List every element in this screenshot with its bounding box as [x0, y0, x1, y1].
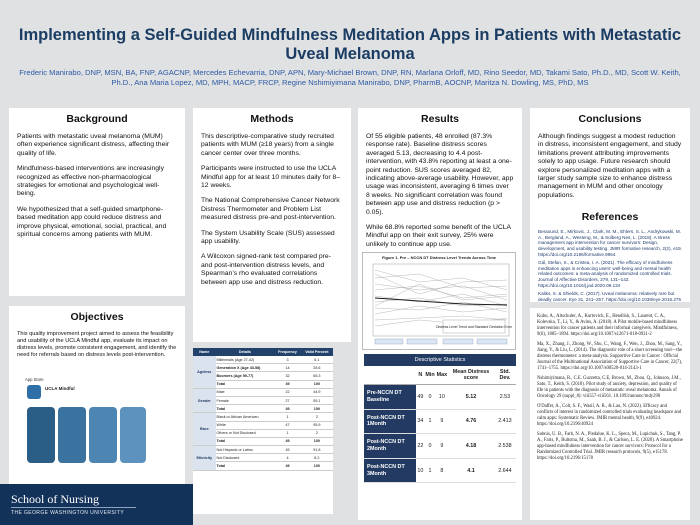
table-row	[364, 385, 516, 410]
demo-cell: 100	[301, 462, 333, 470]
app-screen-2	[58, 407, 86, 463]
demo-cell: 4	[274, 454, 300, 462]
desc-cell: 34	[416, 409, 424, 434]
demo-cell: 47	[274, 421, 300, 429]
demo-cell: 2	[301, 429, 333, 437]
reference-item: Kaliks, S. & Shields, C. (2017). Uveal melanoma: relatively rare but deadly cancer. Eye 31, 241–257. https://doi.org/10.1038/eye.2016.275	[538, 291, 682, 302]
methods-text-3: The National Comprehensive Cancer Network Distress Thermometer and Problem List measured distress pre-and post-intervention.	[201, 197, 340, 222]
methods-text-2: Participants were instructed to use the UCLA Mindful app for at least 10 minutes daily for 8–12 weeks.	[201, 165, 341, 190]
distress-trend-figure	[362, 252, 516, 350]
desc-cell: 10	[416, 458, 424, 483]
demo-cell: 1	[274, 413, 300, 421]
descriptive-statistics-table	[364, 354, 516, 504]
demo-header-percent: Valid Percent	[301, 348, 333, 356]
time-label-box	[407, 339, 437, 344]
demo-cell: 27	[274, 396, 300, 404]
demo-cell: White	[216, 421, 275, 429]
footer-brand	[0, 484, 193, 525]
time-point-labels	[375, 339, 507, 344]
methods-panel	[193, 108, 351, 342]
desc-cell: 1	[424, 409, 435, 434]
results-text-1: Of 55 eligible patients, 48 enrolled (87.3% response rate). Baseline distress scores averaged 5.13, decreasing to 4.4 post-intervention, with 43.8% reporting at least a one-point reduction. SUS scores averaged 82, indicating above-average usability. However, app usage was inconsistent, averaging 6 times over 8 weeks. No significant correlation was found between app use and distress reduction (p > 0.05).	[366, 133, 514, 216]
demo-cell: 49	[274, 380, 300, 388]
demo-group-label: Race	[193, 413, 216, 446]
footer-divider	[11, 507, 136, 508]
demo-cell: 3	[274, 356, 300, 364]
desc-header-max: Max	[436, 366, 449, 385]
figure-plot	[363, 260, 515, 348]
demo-group-label: Ethnicity	[193, 446, 216, 471]
demo-cell: 44.9	[301, 388, 333, 396]
demo-cell: Generation X (Age 43-58)	[216, 364, 275, 372]
demographics-table	[193, 348, 333, 514]
desc-header-mean: Mean Distress score	[448, 366, 494, 385]
reference-item: Subnis, U. B., Farb, N. A., Piedalue, K. L., Speca, M., Lupichuk, S., Tang, P. A., Faris, P., Bultsma, M., Saab, B. J., & Carlson, L. E. (2020). A Smartphone app-based mindfulness intervention for cancer survivors: Protocol for a Randomized Controlled Trial. JMIR research protocols, 9(5), e15178. https://doi.org/10.2196/15178	[537, 432, 683, 461]
demo-cell: 100	[301, 437, 333, 445]
methods-text-1: This descriptive-comparative study recruited patients with MUM (≥18 years) from a single cancer center over three months.	[201, 133, 334, 157]
desc-cell: 8	[436, 458, 449, 483]
table-row	[193, 388, 333, 396]
demo-cell: 32	[274, 372, 300, 380]
author-list: Frederic Manirabo, DNP, MSN, BA, FNP, AGACNP, Mercedes Echevarria, DNP, APN, Mary-Michael Brown, DNP, RN, Marlana Orloff, MD, Rino Seedor, MD, Takami Sato, Ph.D., MD, Scott W. Keith, Ph.D., Ana Maria Lopez, MD, MPH, MACP, FRCP, Regine Nshimiyimana Manirabo, DNP, PharmB, AOCNP, Maritza N. Dowling, MS, PhD, MS	[19, 68, 681, 87]
desc-cell: 2.644	[494, 458, 516, 483]
desc-cell: 22	[416, 434, 424, 459]
references-heading: References	[581, 211, 639, 224]
demo-cell: 49	[274, 462, 300, 470]
background-text-2: Mindfulness-based interventions are increasingly recognized as effective non-pharmacological strategies for emotional and psychological well-being.	[17, 165, 164, 198]
figure-title: Figure 1. Pre – NCCN DT Distress Level Trends Across Time	[381, 255, 497, 260]
demo-cell: Male	[216, 388, 275, 396]
desc-row-label: Post-NCCN DT 2Month	[364, 434, 416, 459]
demo-cell: Total	[216, 437, 275, 445]
demo-cell: Not Hispanic or Latino	[216, 446, 275, 454]
references-list	[530, 229, 690, 302]
demo-cell: 22	[274, 388, 300, 396]
time-label-box	[477, 339, 507, 344]
desc-cell: 2.538	[494, 434, 516, 459]
demo-cell: 2	[301, 413, 333, 421]
desc-cell: 9	[436, 434, 449, 459]
desc-cell: 2.53	[494, 385, 516, 410]
demo-header-details: Details	[216, 348, 275, 356]
desc-cell: 1	[424, 458, 435, 483]
demo-cell: 100	[301, 380, 333, 388]
desc-cell: 0	[424, 385, 435, 410]
desc-row-label: Post-NCCN DT 1Month	[364, 409, 416, 434]
demo-cell: Others or Not Disclosed	[216, 429, 275, 437]
conclusions-text: Although findings suggest a modest reduction in distress, inconsistent engagement, and study limitations prevent attributing improvements solely to app usage. Future research should explore personalized meditation apps with a larger study sample size to enhance distress management in MUM and other oncology populations.	[538, 133, 682, 199]
desc-cell: 5.12	[448, 385, 494, 410]
reference-item: Gál, Stefan, S., & Cristea, I. A. (2021). The efficacy of mindfulness meditation apps in enhancing users’ well-being and mental health related outcomes: a meta-analysis of randomized controlled trials. Journal of Affective Disorders, 279, 131–142. https://doi.org/10.1016/j.jad.2020.09.134	[538, 260, 673, 288]
results-heading: Results	[421, 113, 459, 125]
background-panel	[9, 108, 185, 296]
app-screen-3	[89, 407, 117, 463]
reference-item: Nshimiyimana, R., C.E. Guzzetta, C.E, Brown, M., Zhou, Q., Johnson, J.M., Sato, T., Keith, S. (2018). Pilot study of anxiety, depression, and quality of life in patients with the diagnosis of metastatic uveal melanoma. Annals of Oncology 29 (suppl_8): viii557-viii561. 10.1093/annonc/mdy290	[537, 376, 681, 399]
table-row	[193, 413, 333, 421]
descriptive-caption: Descriptive Statistics	[364, 354, 516, 366]
demo-cell: 6.1	[301, 356, 333, 364]
demo-cell: 1	[274, 429, 300, 437]
reference-item: Beraound, E., Mirkovic, J., Clark, M. M., Ehlers, S. L., Andrykowski, M. A., Bergland, A., Westeng, M., & Solberg Nes, L. (2018). A stress management app intervention for cancer survivors: Design, development, and usability testing. JMIR formative research, 2(2), e19. https://doi.org/10.2196/formative.9954	[538, 229, 683, 257]
demo-cell: 91.8	[301, 446, 333, 454]
desc-cell: 4.1	[448, 458, 494, 483]
desc-cell: 0	[424, 434, 435, 459]
reference-item: Kubo, A., Altschuler, A., Kurtovich, E., Hendlish, S., Laurent, C. A., Kolevska, T., Li, Y., & Avins, A. (2018). A Pilot mobile-based mindfulness intervention for cancer patients and their informal caregivers. Mindfulness, 9(6), 1885–1894. https://doi.org/10.1007/s12671-018-0931-2	[537, 314, 678, 337]
demo-cell: 14	[274, 364, 300, 372]
app-screen-1	[27, 407, 55, 463]
desc-header-n: N	[416, 366, 424, 385]
demo-cell: 8.2	[301, 454, 333, 462]
desc-cell: 2.413	[494, 409, 516, 434]
demo-cell: Total	[216, 380, 275, 388]
table-row	[364, 434, 516, 459]
table-row	[364, 458, 516, 483]
demo-cell: 95.9	[301, 421, 333, 429]
desc-header-min: Min	[424, 366, 435, 385]
desc-header	[364, 366, 416, 385]
school-name: School of Nursing	[11, 492, 99, 506]
demo-group-label: Gender	[193, 388, 216, 413]
table-row	[364, 409, 516, 434]
reference-item: Ma, X., Zhang, J., Zhong, W., Shu, C., Wang, F., Wen, J., Zhou, M., Sang, Y., Jiang, Y., & Liu, L. (2014). The diagnostic role of a short screening tool—the distress thermometer: a meta-analysis. Supportive Care in Cancer : Official Journal of the Multinational Association of Supportive Care in Cancer, 22(7), 1741–1755. https://doi.org/10.1007/s00520-014-2143-1	[537, 342, 683, 371]
demo-cell: 100	[301, 405, 333, 413]
time-label-box	[375, 339, 403, 344]
app-name: UCLA Mindful	[45, 386, 75, 391]
conclusions-panel	[530, 108, 690, 302]
methods-heading: Methods	[250, 113, 294, 125]
app-icon	[27, 385, 41, 399]
demo-cell: Female	[216, 396, 275, 404]
methods-text-5: A Wilcoxon signed-rank test compared pre- and post-intervention distress levels, and Spearman’s rho evaluated correlations between app use and distress reduction.	[201, 253, 331, 286]
table-row	[193, 356, 333, 364]
demo-header-name: Name	[193, 348, 216, 356]
references-list-continued	[530, 308, 690, 520]
poster-title: Implementing a Self-Guided Mindfulness Meditation Apps in Patients with Metastatic Uveal Melanoma	[18, 26, 682, 63]
reference-item: O'Daffer, A., Colt, S. F., Wasil, A. R., & Lau, N. (2022). Efficacy and conflicts of interest in randomized controlled trials evaluating headspace and calm apps: Systematic Review. JMIR mental health, 9(9), e40924. https://doi.org/10.2196/40924	[537, 404, 682, 427]
legend-text: Distress Level Trend and Standard Deviation Error	[436, 325, 512, 329]
table-row	[193, 446, 333, 454]
demo-cell: 49	[274, 437, 300, 445]
demo-cell: 49	[274, 405, 300, 413]
background-heading: Background	[66, 113, 128, 125]
demo-cell: Black or African American	[216, 413, 275, 421]
desc-cell: 4.76	[448, 409, 494, 434]
demo-cell: Not Disclosed	[216, 454, 275, 462]
desc-header-sd: Std. Dev.	[494, 366, 516, 385]
demo-cell: Millennials (Age 27-42)	[216, 356, 275, 364]
demo-cell: 28.6	[301, 364, 333, 372]
background-text-3: We hypothesized that a self-guided smartphone-based meditation app could reduce distress and improve physical, emotional, social, practical, and spiritual concerns among patients with MUM.	[17, 205, 167, 239]
desc-cell: 49	[416, 385, 424, 410]
objectives-text: This quality improvement project aimed to assess the feasibility and usability of the UCLA Mindful app, evaluate its impact on distress levels, promote consistent engagement, and identify the need for referrals based on distress levels post-intervention.	[17, 331, 177, 358]
demo-cell: 45	[274, 446, 300, 454]
app-screen-4	[120, 407, 146, 463]
desc-cell: 10	[436, 385, 449, 410]
demo-cell: 55.1	[301, 396, 333, 404]
university-name: THE GEORGE WASHINGTON UNIVERSITY	[11, 510, 125, 516]
desc-cell: 9	[436, 409, 449, 434]
demo-cell: Total	[216, 462, 275, 470]
desc-cell: 4.18	[448, 434, 494, 459]
conclusions-heading: Conclusions	[578, 113, 642, 125]
desc-row-label: Post-NCCN DT 3Month	[364, 458, 416, 483]
objectives-heading: Objectives	[70, 311, 124, 323]
demo-group-label: Ageless	[193, 356, 216, 388]
methods-text-4: The System Usability Scale (SUS) assessed app usability.	[201, 229, 335, 246]
results-text-2: While 68.8% reported some benefit of the UCLA Mindful app on their exit survey, 25% were unlikely to continue app use.	[366, 224, 511, 248]
demo-cell: Boomers (Age 59-77)	[216, 372, 275, 380]
desc-row-label: Pre-NCCN DT Baseline	[364, 385, 416, 410]
demo-cell: Total	[216, 405, 275, 413]
demo-cell: 65.3	[301, 372, 333, 380]
app-store-label: App Store	[25, 377, 44, 382]
time-label-box	[443, 339, 473, 344]
demo-header-frequency: Frequency	[274, 348, 300, 356]
background-text-1: Patients with metastatic uveal melanoma (MUM) often experience significant distress, affecting their quality of life.	[17, 133, 170, 157]
